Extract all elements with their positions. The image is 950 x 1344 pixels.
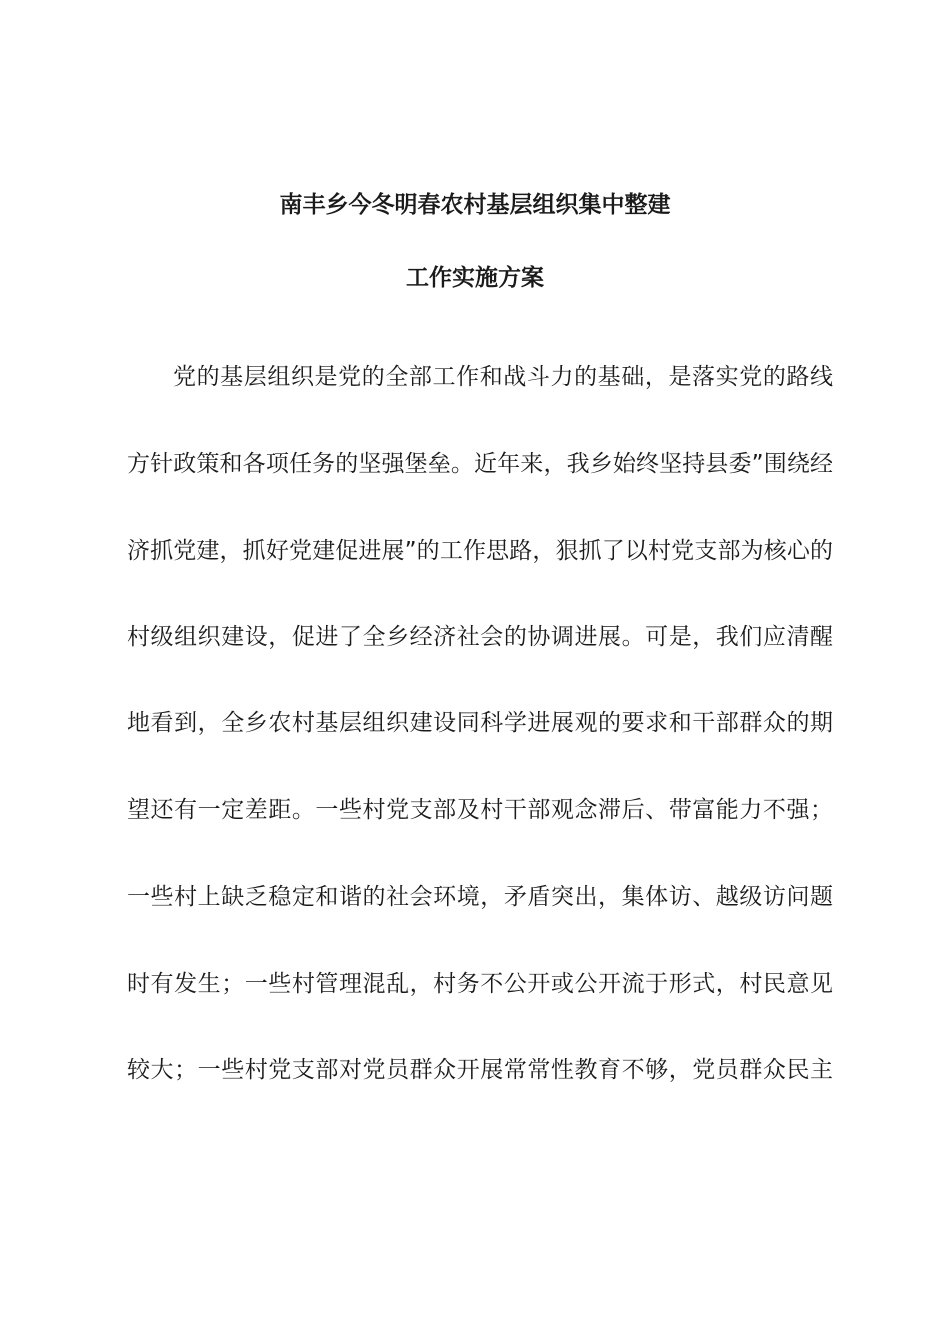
paragraph-line-6: 望还有一定差距。一些村党支部及村干部观念滞后、带富能力不强； (127, 797, 833, 823)
paragraph-line-3: 济抓党建，抓好党建促进展”的工作思路，狠抓了以村党支部为核心的 (127, 538, 833, 564)
paragraph-line-5: 地看到，全乡农村基层组织建设同科学进展观的要求和干部群众的期 (127, 710, 833, 736)
paragraph-line-9: 较大；一些村党支部对党员群众开展常常性教育不够，党员群众民主 (127, 1057, 833, 1083)
document-title-line-1: 南丰乡今冬明春农村基层组织集中整建 (279, 192, 671, 218)
paragraph-line-1: 党的基层组织是党的全部工作和战斗力的基础，是落实党的路线 (173, 364, 833, 390)
paragraph-line-8: 时有发生；一些村管理混乱，村务不公开或公开流于形式，村民意见 (127, 971, 833, 997)
paragraph-line-2: 方针政策和各项任务的坚强堡垒。近年来，我乡始终坚持县委”围绕经 (127, 451, 833, 477)
paragraph-line-4: 村级组织建设，促进了全乡经济社会的协调进展。可是，我们应清醒 (127, 624, 833, 650)
paragraph-line-7: 一些村上缺乏稳定和谐的社会环境，矛盾突出，集体访、越级访问题 (127, 884, 833, 910)
document-title-line-2: 工作实施方案 (406, 265, 544, 291)
